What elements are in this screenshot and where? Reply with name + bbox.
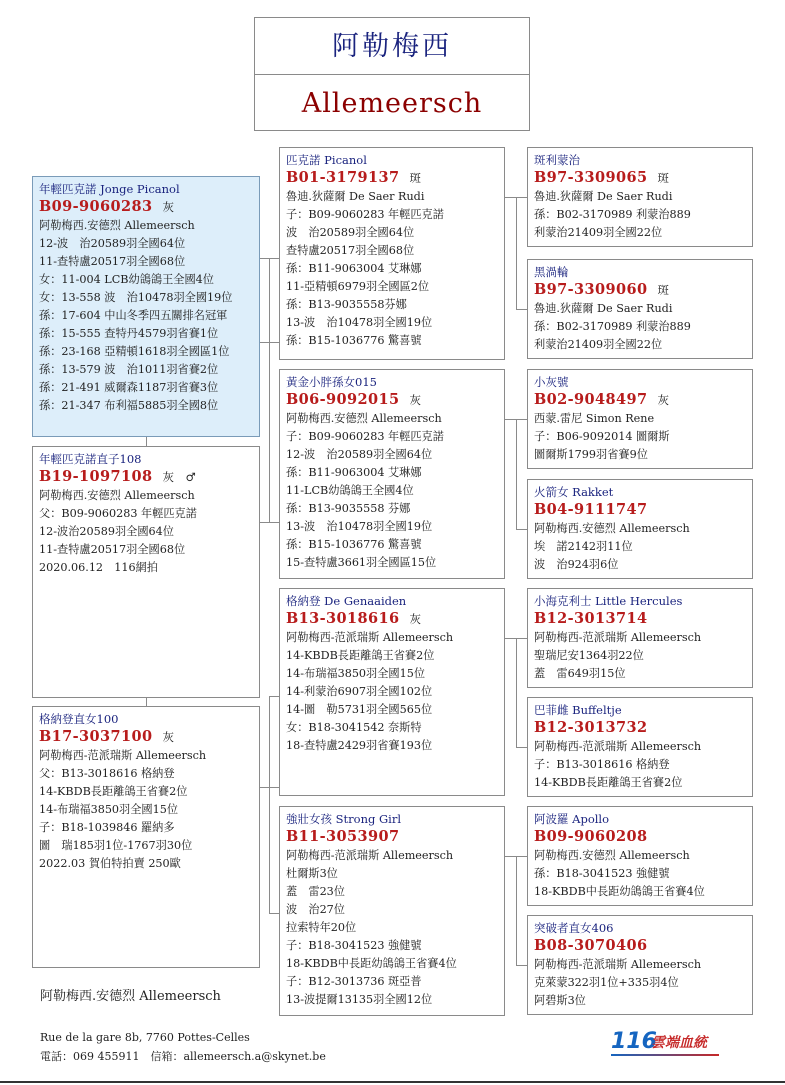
pigeon-color: 灰 [409, 612, 421, 626]
pedigree-line: 孫：B15-1036776 驚喜號 [286, 334, 422, 347]
pedigree-line: 阿勒梅西.安德烈 Allemeersch [286, 412, 442, 425]
pedigree-line: 孫：B11-9063004 艾琳娜 [286, 262, 422, 275]
pedigree-lines [534, 300, 746, 354]
pedigree-line: 12-波 治20589羽全國64位 [39, 237, 186, 250]
connector-line [516, 638, 517, 748]
connector-line [260, 258, 279, 259]
pedigree-line: 父：B09-9060283 年輕匹克諾 [39, 507, 197, 520]
pedigree-lines [534, 188, 746, 242]
pigeon-name: 匹克諾 Picanol [286, 153, 367, 167]
pedigree-line: 14-KBDB長距離鴿王省賽2位 [534, 776, 683, 789]
pedigree-line: 孫：21-347 布利福5885羽全國8位 [39, 399, 219, 412]
pedigree-line: 18-查特盧2429羽省賽193位 [286, 739, 433, 752]
connector-line [516, 309, 527, 310]
connector-line [516, 965, 527, 966]
pedigree-line: 13-波提爾13135羽全國12位 [286, 993, 433, 1006]
pedigree-line: 蓋 雷649羽15位 [534, 667, 626, 680]
pigeon-color: 灰 [162, 200, 174, 214]
title-box [254, 17, 530, 131]
subject-pigeon-card [32, 176, 260, 437]
pedigree-lines [534, 847, 746, 901]
ring-number: B04-9111747 [534, 501, 648, 518]
pigeon-name: 格納登 De Genaaiden [286, 594, 407, 608]
logo-text: 雲端血統 [651, 1035, 707, 1051]
pedigree-line: 15-查特盧3661羽全國區15位 [286, 556, 437, 569]
pigeon-color: 灰 [657, 393, 669, 407]
pedigree-line: 孫：B13-9035558芬娜 [286, 298, 407, 311]
ring-number: B19-1097108 灰 ♂ [39, 468, 196, 485]
pedigree-line: 子：B06-9092014 圖爾斯 [534, 430, 670, 443]
pedigree-line: 阿勒梅西-范派瑞斯 Allemeersch [534, 740, 702, 753]
pedigree-line: 阿勒梅西-范派瑞斯 Allemeersch [534, 958, 702, 971]
pedigree-line: 阿勒梅西-范派瑞斯 Allemeersch [39, 749, 207, 762]
ring-number: B08-3070406 [534, 937, 648, 954]
pigeon-color: 斑 [657, 283, 669, 297]
pedigree-line: 14-KBDB長距離鴿王省賽2位 [39, 785, 188, 798]
connector-line [269, 913, 279, 914]
gen3-card-1 [527, 147, 753, 247]
owner-address: Rue de la gare 8b, 7760 Pottes-Celles [40, 1031, 250, 1044]
pedigree-line: 18-KBDB中長距幼鴿鴿王省賽4位 [286, 957, 457, 970]
connector-line [505, 419, 527, 420]
pedigree-line: 孫：15-555 查特丹4579羽省賽1位 [39, 327, 219, 340]
owner-name: 阿勒梅西.安德烈 Allemeersch [40, 989, 221, 1004]
pedigree-line: 孫：B02-3170989 利蒙治889 [534, 208, 691, 221]
pedigree-line: 魯迪.狄薩爾 De Saer Rudi [534, 302, 673, 315]
brand-logo [611, 1030, 721, 1058]
ring-number: B17-3037100 灰 [39, 728, 174, 745]
pedigree-lines [534, 629, 746, 683]
ring-number: B11-3053907 [286, 828, 400, 845]
pigeon-name: 黃金小胖孫女015 [286, 375, 377, 389]
dam-of-dam-card [279, 806, 505, 1016]
pedigree-line: 魯迪.狄薩爾 De Saer Rudi [286, 190, 425, 203]
ring-number: B12-3013732 [534, 719, 648, 736]
pedigree-line: 14-圖 勒5731羽全國565位 [286, 703, 433, 716]
pigeon-name: 格納登直女100 [39, 712, 119, 726]
page-title-chinese: 阿勒梅西 [255, 18, 529, 75]
pedigree-line: 子：B13-3018616 格納登 [534, 758, 670, 771]
pedigree-lines [534, 520, 746, 574]
pedigree-lines [534, 738, 746, 792]
pedigree-line: 拉索特年20位 [286, 921, 357, 934]
sire-card [279, 147, 505, 360]
pedigree-line: 子：B12-3013736 斑亞普 [286, 975, 422, 988]
pedigree-line: 父：B13-3018616 格納登 [39, 767, 175, 780]
pedigree-line: 克萊蒙322羽1位+335羽4位 [534, 976, 679, 989]
pedigree-line: 11-亞精頓6979羽全國區2位 [286, 280, 430, 293]
pedigree-lines [286, 410, 498, 572]
ring-number: B01-3179137 斑 [286, 169, 421, 186]
pigeon-name: 阿波羅 Apollo [534, 812, 610, 826]
pedigree-line: 子：B18-3041523 強健號 [286, 939, 422, 952]
pedigree-line: 杜爾斯3位 [286, 867, 338, 880]
pedigree-lines [286, 847, 498, 1009]
pigeon-name: 斑利蒙治 [534, 153, 580, 167]
logo-number: 116 [611, 1029, 657, 1054]
pedigree-line: 女：11-004 LCB幼鴿鴿王全國4位 [39, 273, 214, 286]
pigeon-name: 黑渦輪 [534, 265, 569, 279]
ring-number: B06-9092015 灰 [286, 391, 421, 408]
pedigree-line: 12-波治20589羽全國64位 [39, 525, 174, 538]
pedigree-line: 波 治20589羽全國64位 [286, 226, 415, 239]
pigeon-color: 斑 [657, 171, 669, 185]
connector-line [505, 638, 527, 639]
pigeon-color: 灰 ♂ [162, 470, 196, 484]
pigeon-name: 強壯女孩 Strong Girl [286, 812, 402, 826]
pigeon-name: 年輕匹克諾直子108 [39, 452, 142, 466]
sire-of-dam-card [279, 588, 505, 796]
pedigree-line: 14-利蒙治6907羽全國102位 [286, 685, 433, 698]
pigeon-name: 年輕匹克諾 Jonge Picanol [39, 182, 180, 196]
connector-line [516, 747, 527, 748]
pedigree-line: 蓋 雷23位 [286, 885, 345, 898]
pedigree-line: 孫：13-579 波 治1011羽省賽2位 [39, 363, 219, 376]
pedigree-line: 13-波 治10478羽全國19位 [286, 520, 433, 533]
connector-line [516, 856, 517, 966]
pedigree-line: 阿勒梅西.安德烈 Allemeersch [39, 489, 195, 502]
pigeon-color: 灰 [409, 393, 421, 407]
gen3-card-3 [527, 369, 753, 469]
pedigree-line: 11-查特盧20517羽全國68位 [39, 543, 186, 556]
connector-line [516, 529, 527, 530]
pedigree-line: 孫：17-604 中山冬季四五關排名冠軍 [39, 309, 228, 322]
pedigree-line: 14-布瑞福3850羽全國15位 [39, 803, 179, 816]
connector-line [505, 197, 527, 198]
gen3-card-2 [527, 259, 753, 359]
pedigree-line: 阿勒梅西-范派瑞斯 Allemeersch [534, 631, 702, 644]
pedigree-lines [286, 188, 498, 350]
connector-line [146, 437, 147, 446]
page-title-english: Allemeersch [301, 88, 483, 119]
pigeon-name: 小海克利士 Little Hercules [534, 594, 683, 608]
gen3-card-4 [527, 479, 753, 579]
pedigree-line: 子：B18-1039846 羅納多 [39, 821, 175, 834]
ring-number: B09-9060283 灰 [39, 198, 174, 215]
ring-number: B12-3013714 [534, 610, 648, 627]
pedigree-line: 利蒙治21409羽全國22位 [534, 226, 663, 239]
pedigree-line: 孫：B02-3170989 利蒙治889 [534, 320, 691, 333]
pedigree-line: 查特盧20517羽全國68位 [286, 244, 415, 257]
pedigree-line: 阿勒梅西-范派瑞斯 Allemeersch [286, 631, 454, 644]
pedigree-lines [534, 956, 746, 1010]
pedigree-line: 孫：B11-9063004 艾琳娜 [286, 466, 422, 479]
pedigree-line: 阿勒梅西.安德烈 Allemeersch [534, 522, 690, 535]
gen3-card-5 [527, 588, 753, 688]
logo-underline [611, 1054, 719, 1056]
connector-line [146, 698, 147, 706]
pedigree-lines [39, 487, 253, 577]
pedigree-lines [39, 747, 253, 873]
pedigree-line: 孫：21-491 威爾森1187羽省賽3位 [39, 381, 219, 394]
pedigree-line: 女：13-558 波 治10478羽全國19位 [39, 291, 233, 304]
pedigree-lines [534, 410, 746, 464]
pedigree-line: 18-KBDB中長距幼鴿鴿王省賽4位 [534, 885, 705, 898]
connector-line [269, 696, 270, 914]
pedigree-line: 利蒙治21409羽全國22位 [534, 338, 663, 351]
pedigree-line: 孫：23-168 亞精頓1618羽全國區1位 [39, 345, 230, 358]
dam-pigeon-card [32, 706, 260, 968]
ring-number: B02-9048497 灰 [534, 391, 669, 408]
connector-line [269, 696, 279, 697]
pedigree-line: 阿碧斯3位 [534, 994, 586, 1007]
pedigree-line: 西蒙.雷尼 Simon Rene [534, 412, 655, 425]
pigeon-color: 斑 [409, 171, 421, 185]
pedigree-line: 波 治924羽6位 [534, 558, 619, 571]
pedigree-lines [39, 217, 253, 415]
pedigree-line: 14-布瑞福3850羽全國15位 [286, 667, 426, 680]
pedigree-line: 孫：B15-1036776 驚喜號 [286, 538, 422, 551]
ring-number: B13-3018616 灰 [286, 610, 421, 627]
pedigree-line: 阿勒梅西.安德烈 Allemeersch [39, 219, 195, 232]
pigeon-name: 突破者直女406 [534, 921, 614, 935]
pedigree-line: 孫：B18-3041523 強健號 [534, 867, 670, 880]
pedigree-line: 埃 諾2142羽11位 [534, 540, 633, 553]
pedigree-line: 阿勒梅西.安德烈 Allemeersch [534, 849, 690, 862]
pigeon-name: 火箭女 Rakket [534, 485, 614, 499]
connector-line [505, 856, 527, 857]
pigeon-name: 巴菲雌 Buffeltje [534, 703, 622, 717]
pedigree-line: 11-LCB幼鴿鴿王全國4位 [286, 484, 414, 497]
gen3-card-7 [527, 806, 753, 906]
pedigree-line: 圖爾斯1799羽省賽9位 [534, 448, 648, 461]
pigeon-name: 小灰號 [534, 375, 569, 389]
ring-number: B97-3309065 斑 [534, 169, 669, 186]
pedigree-line: 魯迪.狄薩爾 De Saer Rudi [534, 190, 673, 203]
pedigree-line: 波 治27位 [286, 903, 345, 916]
ring-number: B09-9060208 [534, 828, 648, 845]
pedigree-line: 圖 瑞185羽1位-1767羽30位 [39, 839, 193, 852]
pedigree-line: 11-查特盧20517羽全國68位 [39, 255, 186, 268]
pedigree-line: 孫：B13-9035558 芬娜 [286, 502, 411, 515]
ring-number: B97-3309060 斑 [534, 281, 669, 298]
sibling-pigeon-card [32, 446, 260, 698]
gen3-card-6 [527, 697, 753, 797]
pigeon-color: 灰 [162, 730, 174, 744]
owner-contact: 電話：069 455911 信箱：allemeersch.a@skynet.be [40, 1050, 326, 1063]
pedigree-lines [286, 629, 498, 755]
pedigree-line: 14-KBDB長距離鴿王省賽2位 [286, 649, 435, 662]
pedigree-line: 阿勒梅西-范派瑞斯 Allemeersch [286, 849, 454, 862]
connector-line [260, 522, 279, 523]
connector-line [516, 419, 517, 530]
gen3-card-8 [527, 915, 753, 1015]
pedigree-line: 子：B09-9060283 年輕匹克諾 [286, 430, 444, 443]
pedigree-line: 2020.06.12 116網拍 [39, 561, 158, 574]
pedigree-line: 女：B18-3041542 奈斯特 [286, 721, 422, 734]
pedigree-line: 聖瑞尼安1364羽22位 [534, 649, 644, 662]
connector-line [269, 258, 270, 523]
dam-of-sire-card [279, 369, 505, 579]
pedigree-line: 2022.03 賀伯特拍賣 250歐 [39, 857, 181, 870]
bottom-divider [0, 1081, 785, 1083]
pedigree-line: 12-波 治20589羽全國64位 [286, 448, 433, 461]
connector-line [516, 197, 517, 309]
pedigree-line: 13-波 治10478羽全國19位 [286, 316, 433, 329]
pedigree-line: 子：B09-9060283 年輕匹克諾 [286, 208, 444, 221]
